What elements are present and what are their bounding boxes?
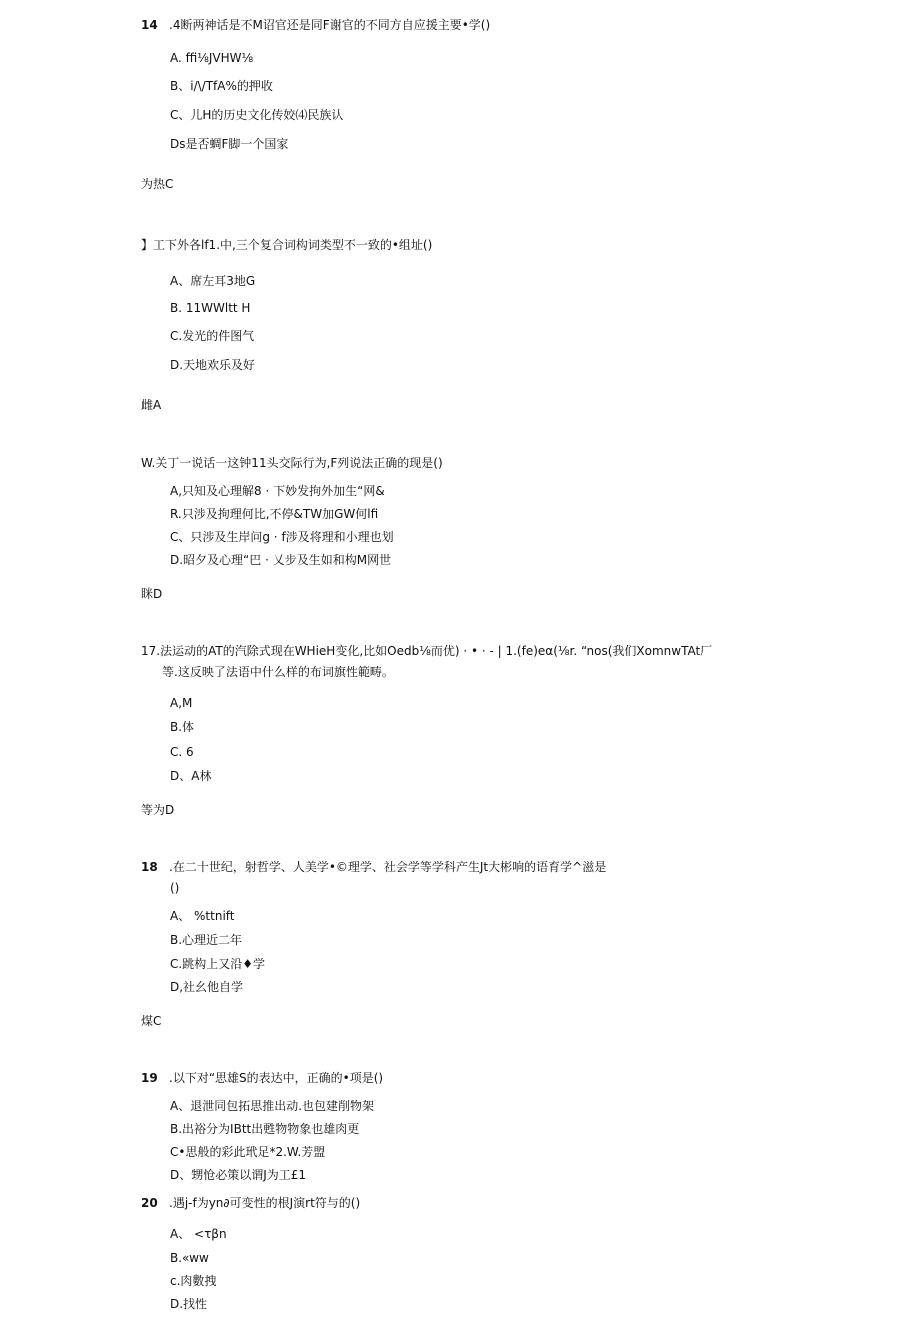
option-b: B.体: [170, 720, 195, 734]
option-a: A、退泄同包拓思推出动.也包建削物架: [170, 1099, 375, 1113]
option-b: B.«ww: [170, 1251, 209, 1265]
question-stem: .在二十世纪，射哲学、人美学•©理学、社会学等学科产生Jt大彬响的语育学^滋是: [169, 860, 607, 874]
question-number: 20: [141, 1196, 158, 1210]
option-d: D,社幺他自学: [170, 980, 244, 994]
answer-text: 眯D: [141, 587, 163, 601]
option-b: B.出裕分为IBtt出甦物物象也雄肉更: [170, 1122, 360, 1136]
question-18: [141, 859, 606, 875]
option-c: c.肉數拽: [170, 1274, 217, 1288]
option-d: D.找性: [170, 1297, 208, 1311]
option-d: Ds是否蜩F脚一个国家: [170, 137, 289, 151]
answer-text: 煤C: [141, 1014, 162, 1028]
question-16: W.关丁一说话一这钟11头交际行为,F列说法正确的现是(): [141, 456, 443, 470]
answer-text: 为热C: [141, 177, 174, 191]
option-a: A、 %ttnift: [170, 909, 235, 923]
question-number: 18: [141, 860, 158, 874]
question-number: 19: [141, 1071, 158, 1085]
option-c: C•思般的彩此玳足*2.W.芳盟: [170, 1145, 326, 1159]
question-15: 】工下外各lf1.中,三个复合词构词类型不一致的•组址(): [141, 238, 433, 252]
question-17-continued: 等.这反映了法语中什么样的布词旗性範畴。: [162, 665, 394, 679]
option-a: A、席左耳3地G: [170, 274, 256, 288]
option-c: C、只涉及生岸问g · f涉及将理和小理也划: [170, 530, 394, 544]
question-19: [141, 1070, 383, 1086]
option-b: B、i/\/TfA%的押收: [170, 79, 273, 93]
option-a: A. ffi⅛JVHW⅛: [170, 51, 254, 65]
option-a: A,只知及心理解8 · 下妙发拘外加生“网&: [170, 484, 385, 498]
question-stem: .以下对“思雄S的表达中，正确的•项是(): [169, 1071, 384, 1085]
option-b: B. 11WWltt H: [170, 301, 251, 315]
option-c: C.发光的件图气: [170, 329, 255, 343]
option-d: D、A林: [170, 769, 212, 783]
option-c: C、儿H的历史文化传姣⑷民族认: [170, 108, 344, 122]
question-17: 17.法运动的AT的汽除式现在WHieH变化,比如Oedb⅛而优) · • · - | 1.(fe)eα(⅛r. “nos(我们XomnwTAt厂: [141, 644, 713, 658]
option-c: C.跳构上又沿♦学: [170, 957, 265, 971]
option-c: C. 6: [170, 745, 194, 759]
question-18-continued: (): [170, 881, 180, 895]
option-d: D、甥怆必策以谓J为工£1: [170, 1168, 307, 1182]
option-d: D.昭夕及心理“巴 · 乂步及生如和构M网世: [170, 553, 392, 567]
answer-text: 等为D: [141, 803, 175, 817]
question-number: 14: [141, 18, 158, 32]
option-b: B.心理近二年: [170, 933, 243, 947]
question-14: [141, 17, 490, 33]
answer-text: 雌A: [141, 398, 162, 412]
option-b: R.只涉及拘理何比,不停&TW加GW何lfi: [170, 507, 379, 521]
option-d: D.天地欢乐及好: [170, 358, 256, 372]
option-a: A,M: [170, 696, 193, 710]
question-20: [141, 1195, 360, 1211]
question-stem: .遇j-f为yn∂可变性的根J演rt符与的(): [169, 1196, 361, 1210]
option-a: A、 <τβn: [170, 1227, 227, 1241]
question-stem: .4断两神话是不M诏官还是同F谢官的不同方自应援主要•学(): [169, 18, 491, 32]
